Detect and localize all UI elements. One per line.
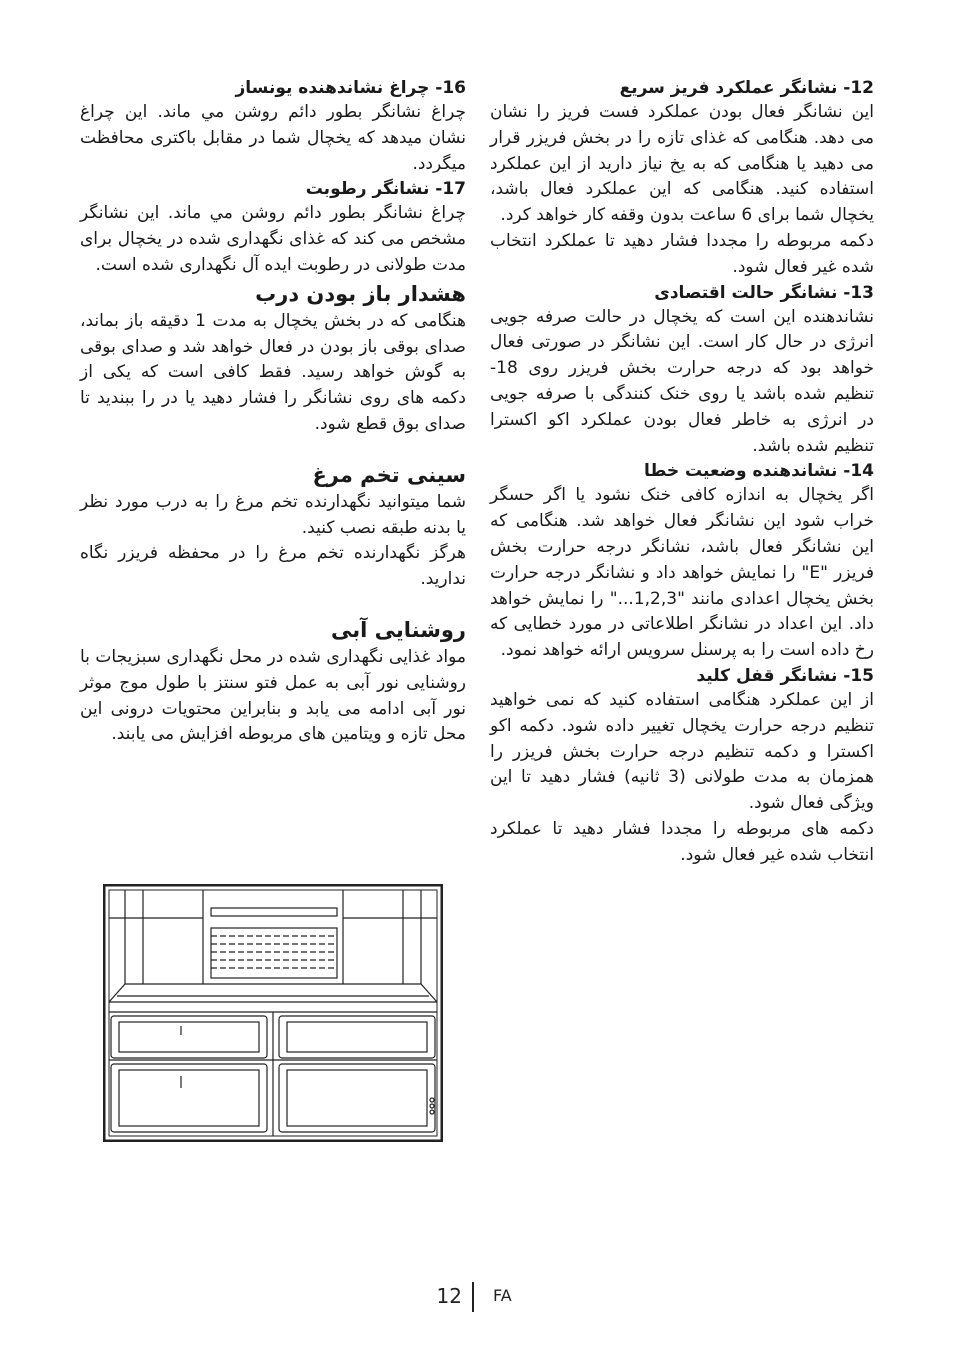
fridge-interior-illustration — [103, 884, 443, 1142]
door-alarm-body: هنگامی که در بخش يخچال به مدت 1 دقيقه باز بماند، صدای بوقی باز بودن در فعال خواهد شد و صدای بوقی به گوش خواهد رسيد. فقط کافی است که يکی از دکمه های روی نشانگر را فشار دهيد يا در را ببنديد تا صدای بوق قطع شود. — [80, 310, 466, 434]
section-16-title: 16- چراغ نشاندهنده يونساز — [235, 78, 466, 98]
language-code: FA — [493, 1286, 512, 1305]
section-15-body: از اين عملکرد هنگامی استفاده کنيد که نمی خواهيد تنظيم درجه حرارت يخچال تغيير داده شود. دکمه اکو اکسترا و دکمه تنظيم درجه حرارت بخش فريزر را همزمان به مدت طولانی (3 ثانيه) فشار دهيد تا اين ويژگی فعال شود. — [490, 689, 874, 814]
section-12-body: اين نشانگر فعال بودن عملکرد فست فريز را نشان می دهد. هنگامی که غذای تازه را در بخش فريزر قرار می دهيد يا هنگامی که به يخ نياز داريد از اين عملکرد استفاده کنيد. هنگامی که اين عملکرد فعال باشد، يخچال شما برای 6 ساعت بدون وقفه کار خواهد کرد. — [490, 102, 874, 226]
egg-tray-body-2: هرگز نگهدارنده تخم مرغ را در محفظه فريزر نگاه نداريد. — [80, 543, 466, 590]
section-17-title: 17- نشانگر رطوبت — [305, 179, 466, 200]
left-column — [80, 76, 466, 748]
section-14-title: 14- نشاندهنده وضعيت خطا — [643, 461, 874, 482]
spacer — [80, 593, 466, 615]
section-16-body: چراغ نشانگر بطور دائم روشن مي ماند. اين چراغ نشان ميدهد که يخچال شما در مقابل باکتری محافظت ميگردد. — [80, 102, 466, 174]
section-13-title: 13- نشانگر حالت اقتصادی — [654, 282, 874, 303]
page-footer — [0, 1282, 954, 1312]
footer-divider — [472, 1282, 474, 1312]
section-15-title: 15- نشانگر قفل کليد — [696, 665, 874, 686]
right-column — [490, 76, 874, 869]
egg-tray-body-1: شما ميتوانيد نگهدارنده تخم مرغ را به درب مورد نظر يا بدنه طبقه نصب کنيد. — [80, 491, 466, 538]
blue-light-title: روشنايی آبی — [330, 617, 466, 642]
section-12-body-2: دکمه مربوطه را مجددا فشار دهيد تا عملکرد انتخاب شده غير فعال شود. — [490, 230, 874, 277]
egg-tray-title: سينی تخم مرغ — [312, 462, 466, 487]
page-number: 12 — [436, 1284, 462, 1308]
section-15-body-2: دکمه های مربوطه را مجددا فشار دهيد تا عملکرد انتخاب شده غير فعال شود. — [490, 818, 874, 865]
blue-light-body: مواد غذايی نگهداری شده در محل نگهداری سبزيجات با روشنايی نور آبی به عمل فتو سنتز با طول موج موثر نور آبی ادامه می يابد و بنابراين محتويات درونی اين محل تازه و ويتامين های مربوطه افزايش می يابند. — [80, 646, 466, 745]
spacer — [80, 438, 466, 460]
section-12-title: 12- نشانگر عملکرد فريز سريع — [619, 78, 874, 98]
section-17-body: چراغ نشانگر بطور دائم روشن مي ماند. اين نشانگر مشخص می کند که غذای نگهداری شده در يخچال برای مدت طولانی در رطوبت ايده آل نگهداری شده است. — [80, 203, 466, 275]
section-14-body: اگر يخچال به اندازه کافی خنک نشود يا اگر حسگر خراب شود اين نشانگر فعال خواهد شد. هنگامی که اين نشانگر فعال باشد، نشانگر درجه حرارت بخش فريزر "E" را نمايش خواهد داد و نشانگر درجه حرارت بخش يخچال اعدادی مانند "1,2,3..." را نمايش خواهد داد. اين اعداد در نشانگر اطلاعاتی در مورد خطايی که رخ داده است را به پرسنل سرويس ارائه خواهد نمود. — [490, 485, 874, 661]
door-alarm-title: هشدار باز بودن درب — [255, 281, 466, 306]
section-13-body: نشاندهنده اين است که يخچال در حالت صرفه جويی انرژی در حال کار است. اين نشانگر در صورتی فعال خواهد بود که درجه حرارت بخش فريزر روی 18- تنظيم شده باشد يا روی خنک کنندگی با صرفه جويی در انرژی به خاطر فعال بودن عملکرد اکو اکسترا تنظيم شده باشد. — [490, 306, 874, 456]
